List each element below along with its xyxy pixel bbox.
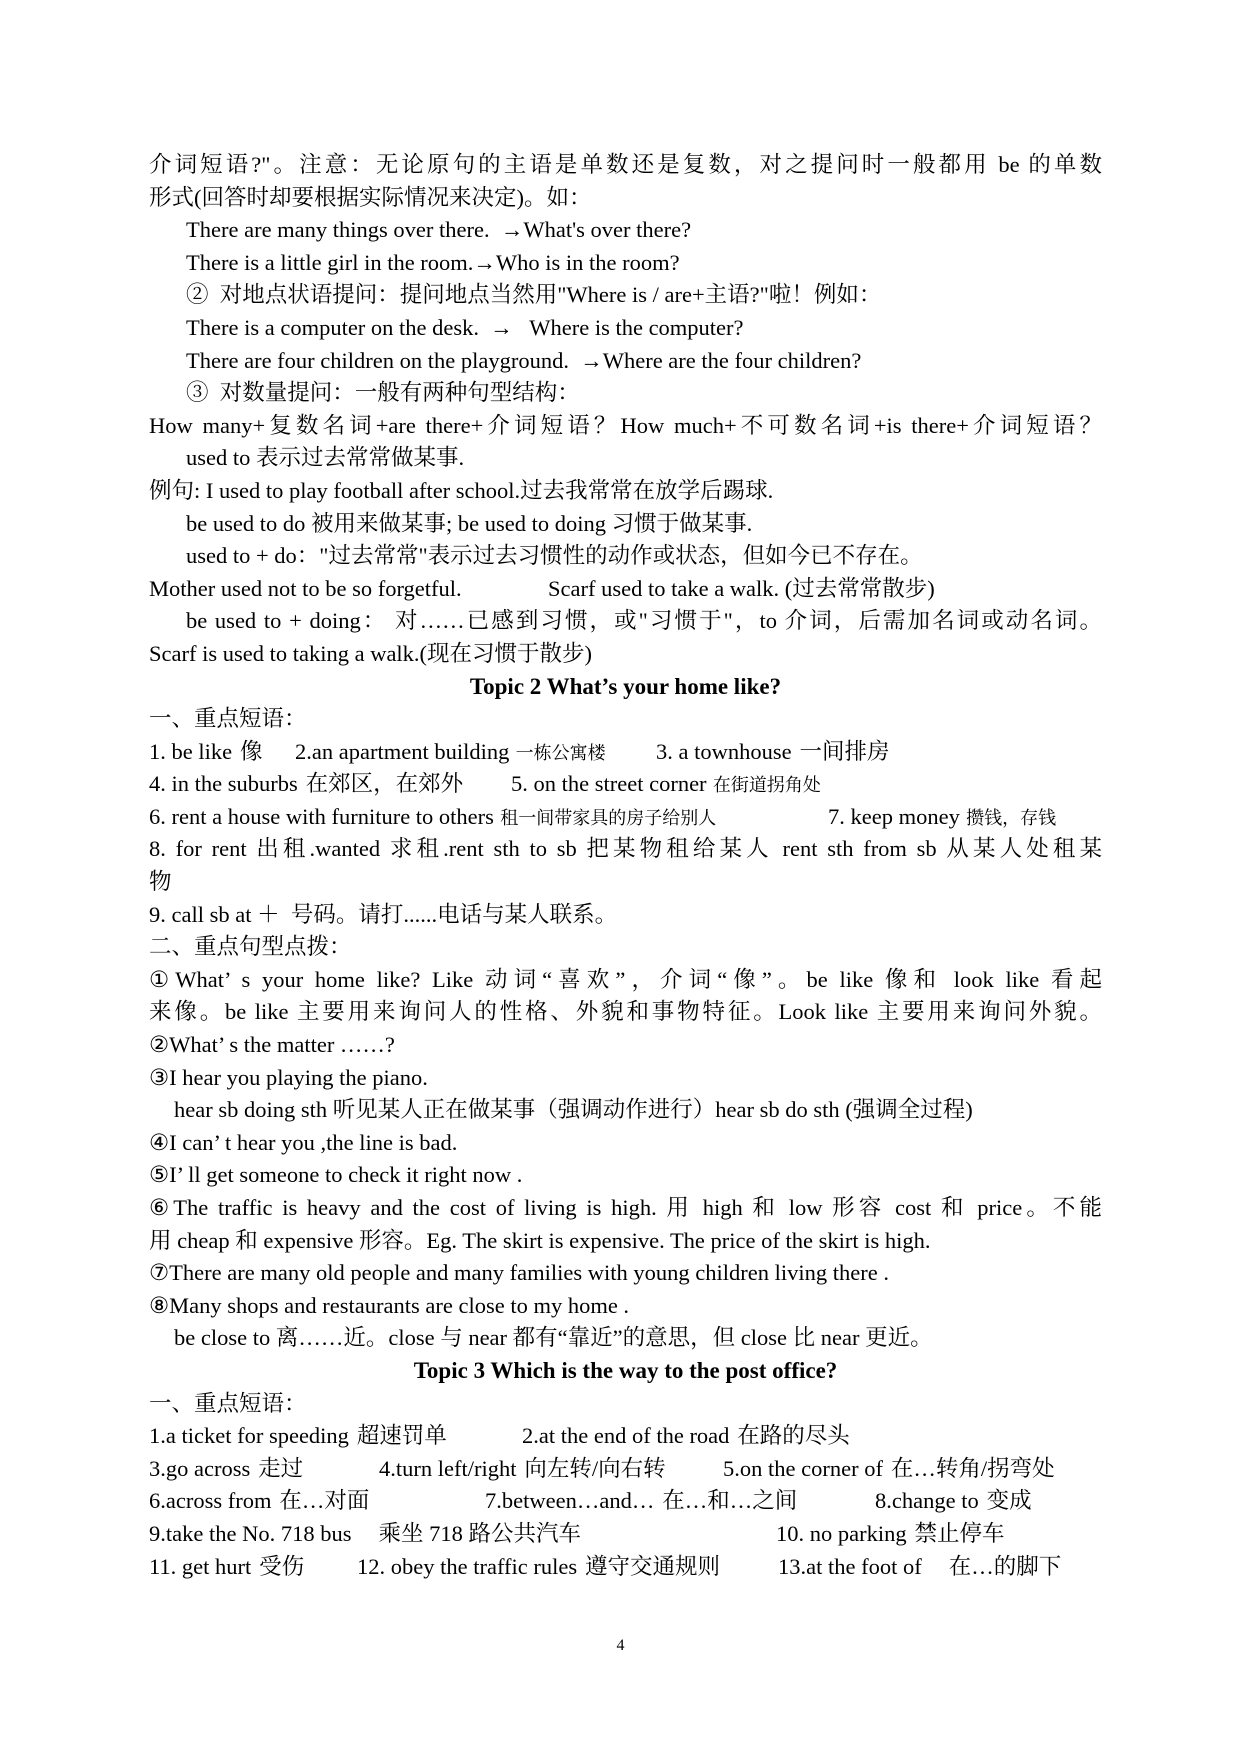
phrase-zh: 一栋公寓楼 [515, 742, 606, 763]
phrase-zh: 在…对面 [279, 1488, 370, 1514]
phrase-zh: 一间排房 [799, 738, 890, 764]
phrase-zh: 在…转角/拐弯处 [890, 1455, 1055, 1481]
phrase-en: 12. obey the traffic rules [357, 1553, 578, 1579]
phrase-zh: 乘坐 718 路公共汽车 [378, 1520, 581, 1546]
page-number: 4 [616, 1637, 625, 1654]
phrase-en: 3.go across [149, 1455, 251, 1481]
phrase-row [149, 1485, 1102, 1518]
phrase-zh: 超速罚单 [356, 1423, 447, 1449]
phrase-en: 4. in the suburbs [149, 771, 298, 797]
phrase-item [149, 736, 263, 769]
sentence-line: ③I hear you playing the piano. [149, 1064, 428, 1090]
section-heading: Topic 3 Which is the way to the post office? [413, 1357, 838, 1383]
phrase-en: 13.at the foot of [778, 1553, 922, 1579]
phrase-row [149, 1551, 1102, 1584]
phrase-zh: 在郊区，在郊外 [305, 771, 464, 797]
rule-line: be used to do 被用来做某事; be used to doing 习惯于做某事. [186, 510, 753, 536]
phrase-item [149, 768, 463, 801]
phrase-item [295, 736, 606, 770]
phrase-en: 1. be like [149, 738, 233, 764]
sentence-line: 用 cheap 和 expensive 形容。Eg. The skirt is expensive. The price of the skirt is high. [149, 1227, 931, 1253]
phrase-en: 6. rent a house with furniture to others [149, 803, 494, 829]
phrase-zh: 在街道拐角处 [712, 775, 821, 796]
phrase-item [778, 1551, 1061, 1584]
rule-line: ③ 对数量提问：一般有两种句型结构： [186, 380, 580, 406]
phrase-item [828, 801, 1056, 835]
sentence-line: ⑥The traffic is heavy and the cost of living is high. 用 high 和 low 形容 cost 和 price。不能 [149, 1195, 1102, 1220]
phrase-en: 8.change to [875, 1488, 979, 1514]
phrase-en: 1.a ticket for speeding [149, 1423, 349, 1449]
example-line: Scarf is used to taking a walk.(现在习惯于散步) [149, 640, 593, 666]
sentence-line: ⑤I’ ll get someone to check it right now . [149, 1162, 523, 1188]
phrase-zh: 像 [239, 738, 263, 764]
section-heading: Topic 2 What’s your home like? [469, 673, 782, 699]
phrase-en: 10. no parking [776, 1520, 907, 1546]
phrase-item [379, 1453, 666, 1486]
phrase-item [723, 1453, 1055, 1486]
phrase-row [149, 736, 1102, 769]
phrase-en: 2.at the end of the road [522, 1423, 730, 1449]
phrase-row [149, 801, 1102, 834]
phrase-row [149, 1420, 1102, 1453]
text-line: 形式(回答时却要根据实际情况来决定)。如： [149, 184, 592, 210]
sentence-note: be close to 离……近。close 与 near 都有“靠近”的意思，但 close 比 near 更近。 [174, 1325, 933, 1351]
phrase-item [149, 1518, 581, 1551]
rule-line: ② 对地点状语提问：提问地点当然用"Where is / are+主语?"啦！例如： [186, 282, 882, 308]
rule-line: used to + do："过去常常"表示过去习惯性的动作或状态，但如今已不存在。 [186, 543, 923, 569]
example-line: There is a little girl in the room.→Who is in the room? [186, 249, 680, 275]
phrase-item [485, 1485, 797, 1518]
phrase-item [522, 1420, 850, 1453]
sentence-line: ②What’ s the matter ……? [149, 1032, 395, 1058]
sentence-line: ④I can’ t hear you ,the line is bad. [149, 1129, 458, 1155]
phrase-zh: 走过 [258, 1455, 304, 1481]
phrase-en: 7. keep money [828, 803, 960, 829]
phrase-zh: 攒钱，存钱 [966, 807, 1057, 828]
rule-line: used to 表示过去常常做某事. [186, 445, 465, 471]
phrase-item [656, 736, 890, 769]
phrase-row [149, 1453, 1102, 1486]
sentence-line: ⑦There are many old people and many families with young children living there . [149, 1260, 889, 1286]
phrase-item [149, 801, 716, 835]
subsection-label: 二、重点句型点拨： [149, 934, 352, 960]
example-line: There are four children on the playground. →Where are the four children? [186, 347, 862, 373]
phrase-en: 11. get hurt [149, 1553, 252, 1579]
phrase-item [776, 1518, 1005, 1551]
example-line [149, 573, 1102, 606]
phrase-zh: 禁止停车 [914, 1520, 1005, 1546]
phrase-en: 5. on the street corner [511, 771, 707, 797]
sentence-line: ①What’ s your home like? Like 动词“喜欢”，介词“像”。be like 像和 look like 看起 [149, 966, 1102, 992]
phrase-line: 物 [149, 869, 172, 895]
phrase-item [149, 1420, 447, 1453]
sentence-note: hear sb doing sth 听见某人正在做某事（强调动作进行）hear sb do sth (强调全过程) [174, 1097, 973, 1123]
example-text: Mother used not to be so forgetful. [149, 575, 462, 601]
phrase-zh: 租一间带家具的房子给别人 [500, 807, 717, 828]
sentence-line: 来像。be like 主要用来询问人的性格、外貌和事物特征。Look like 主要用来询问外貌。 [149, 999, 1102, 1025]
subsection-label: 一、重点短语： [149, 706, 307, 732]
phrase-zh: 在…的脚下 [948, 1553, 1062, 1579]
phrase-zh: 在路的尽头 [737, 1423, 850, 1449]
example-line: There is a computer on the desk. → Where is the computer? [186, 314, 744, 340]
phrase-en: 4.turn left/right [379, 1455, 517, 1481]
sentence-line: ⑧Many shops and restaurants are close to my home . [149, 1292, 630, 1318]
phrase-line: 9. call sb at ＋ 号码。请打......电话与某人联系。 [149, 901, 618, 927]
phrase-item [149, 1453, 303, 1486]
subsection-label: 一、重点短语： [149, 1390, 307, 1416]
example-line: 例句: I used to play football after school.过去我常常在放学后踢球. [149, 477, 774, 503]
example-line: There are many things over there. →What's over there? [186, 217, 692, 243]
phrase-item [875, 1485, 1032, 1518]
phrase-row [149, 1518, 1102, 1551]
example-text: Scarf used to take a walk. (过去常常散步) [548, 575, 935, 601]
phrase-zh: 变成 [986, 1488, 1032, 1514]
phrase-line: 8. for rent 出租.wanted 求租.rent sth to sb 把某物租给某人 rent sth from sb 从某人处租某 [149, 836, 1102, 862]
phrase-item [357, 1551, 720, 1584]
phrase-en: 5.on the corner of [723, 1455, 883, 1481]
phrase-en: 2.an apartment building [295, 738, 510, 764]
phrase-zh: 受伤 [259, 1553, 305, 1579]
text-line: How many+复数名词+are there+介词短语？How much+不可数名词+is there+介词短语？ [149, 412, 1102, 438]
phrase-en: 9.take the No. 718 bus [149, 1520, 352, 1546]
phrase-item [149, 1485, 369, 1518]
phrase-zh: 在…和…之间 [662, 1488, 798, 1514]
text-line: 介词短语?"。注意：无论原句的主语是单数还是复数，对之提问时一般都用 be 的单数 [149, 152, 1102, 177]
phrase-en: 6.across from [149, 1488, 272, 1514]
phrase-item [149, 1551, 304, 1584]
phrase-item [511, 768, 821, 802]
phrase-row [149, 768, 1102, 801]
phrase-zh: 向左转/向右转 [524, 1455, 666, 1481]
phrase-en: 7.between…and… [485, 1488, 655, 1514]
rule-line: be used to + doing： 对……已感到习惯，或"习惯于"，to 介词，后需加名词或动名词。 [186, 608, 1102, 634]
phrase-zh: 遵守交通规则 [585, 1553, 721, 1579]
phrase-en: 3. a townhouse [656, 738, 792, 764]
document-body [149, 149, 1102, 1583]
